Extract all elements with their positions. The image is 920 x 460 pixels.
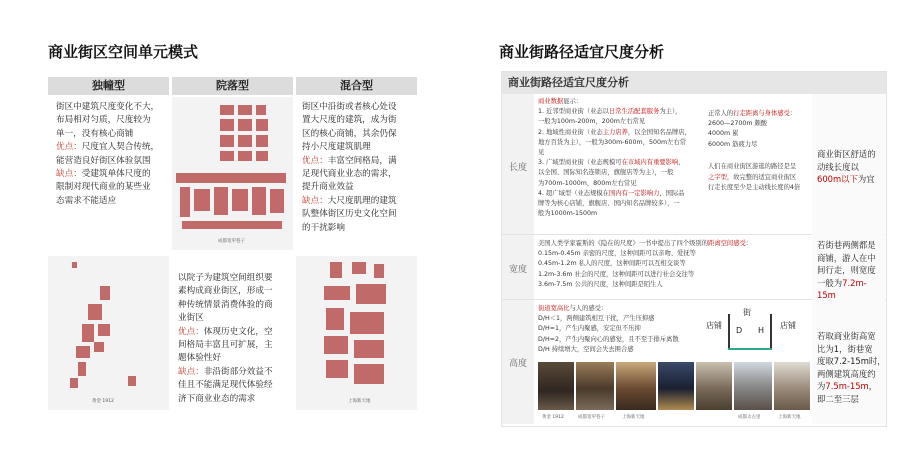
highlight-text: 街道宽高比 xyxy=(538,305,570,312)
text-fragment: 4. 超广域型（业态规模在 xyxy=(538,189,609,197)
col-header-dudong: 独幢型 xyxy=(48,77,169,95)
highlight-text: 行走距离与身体感受 xyxy=(733,110,790,117)
text-fragment: 2. 地域性商业街（业态 xyxy=(538,128,603,136)
diagram-left-wall xyxy=(728,314,730,348)
dudong-desc-1: 街区中建筑尺度变化不大， xyxy=(56,102,160,112)
text-fragment: 为700m-1000m，800m左右常见 xyxy=(538,179,637,187)
panel-title: 商业街路径适宜尺度分析 xyxy=(502,72,886,94)
text-line xyxy=(538,168,708,178)
text-line xyxy=(708,140,812,150)
text-fragment: ， xyxy=(678,159,685,167)
highlight-text: 主力店养 xyxy=(602,128,628,136)
street-photo xyxy=(538,362,574,410)
text-line xyxy=(538,345,708,355)
text-line xyxy=(538,259,808,269)
text-line xyxy=(538,199,708,209)
text-line xyxy=(817,343,885,356)
street-photo xyxy=(774,362,810,410)
text-fragment: 3.6m-7.5m 公共的尺度，这种间距是陌生人 xyxy=(538,280,663,288)
hunhe-pros-3: 提升商业效益 xyxy=(302,182,354,193)
row-label-width: 宽度 xyxy=(508,265,527,275)
hunhe-desc-3: 区的核心商铺，其余仍保 xyxy=(302,128,397,139)
text-fragment: 一般为 xyxy=(817,277,843,288)
text-line xyxy=(538,249,808,259)
text-fragment: 显示： xyxy=(563,98,583,105)
hunhe-desc-2: 置大尺度的建筑，成为街 xyxy=(302,115,397,126)
hunhe-cons-1: 大尺度肌理的建筑 xyxy=(327,195,397,206)
diagram-street-label: 街 xyxy=(743,308,751,317)
text-line xyxy=(708,129,812,139)
yuanluo-desc-3: 种传统情景消费体验的商 xyxy=(178,299,273,310)
dudong-map-caption: 黄金 1912 xyxy=(92,399,114,404)
text-fragment: 见 xyxy=(538,149,545,157)
text-line xyxy=(708,162,812,172)
text-line xyxy=(817,380,885,393)
text-fragment: 度取7.2-15m时， xyxy=(817,356,886,367)
text-fragment: 3. 广域型商业街（业态规模可 xyxy=(538,159,622,167)
dudong-desc-3: 单一，没有核心商铺 xyxy=(56,128,134,139)
left-section-title: 商业街区空间单元模式 xyxy=(48,43,199,61)
diagram-d-label: D xyxy=(736,326,743,335)
right-section-title: 商业街路径适宜尺度分析 xyxy=(499,43,665,61)
highlight-text: 距离空间感受 xyxy=(708,240,746,247)
text-line xyxy=(817,393,885,406)
text-fragment: 正常人的 xyxy=(708,110,734,117)
yuanluo-pros-label: 优点： xyxy=(178,326,204,337)
text-line xyxy=(817,173,885,186)
text-fragment: ： xyxy=(789,110,797,117)
length-notes xyxy=(538,97,708,219)
text-line xyxy=(708,183,812,193)
text-line xyxy=(538,148,708,158)
text-line xyxy=(817,264,885,277)
text-line xyxy=(538,304,708,314)
yuanluo-pros-1: 体现历史文化，空 xyxy=(203,326,273,337)
diagram-right-shop: 店铺 xyxy=(780,321,796,330)
text-fragment: 为主）， xyxy=(659,108,682,116)
text-line xyxy=(538,97,708,107)
text-fragment: ，国际品 xyxy=(659,189,685,197)
highlight-text: 之字型 xyxy=(708,173,727,181)
yuanluo-pros-2: 间格局丰富且可扩展，主 xyxy=(178,340,273,351)
hunhe-cons-2: 队整体街区历史文化空间 xyxy=(302,209,397,220)
highlight-text: 7.2m- xyxy=(842,277,867,288)
text-line xyxy=(538,280,808,290)
text-line xyxy=(538,209,708,219)
photo-caption: 上海新天地 xyxy=(778,415,801,420)
yuanluo-cons-2: 佳且不能满足现代体验经 xyxy=(178,380,273,391)
text-line xyxy=(538,239,808,249)
text-fragment: 为 xyxy=(817,381,826,392)
text-fragment: ， xyxy=(868,381,878,392)
text-fragment: 为宜 xyxy=(857,174,875,185)
text-fragment: 地方百货为主），一般为300m-600m，500m左右常 xyxy=(538,138,687,146)
street-photo xyxy=(616,362,656,410)
diagram-left-shop: 店铺 xyxy=(706,321,722,330)
photo-caption: 成都太古里 xyxy=(738,415,761,420)
street-photo xyxy=(576,362,614,410)
text-fragment: 般为1000m-1500m xyxy=(538,210,598,218)
text-line xyxy=(708,109,812,119)
text-fragment: 1.2m-3.6m 社会的尺度，这种间距可以进行社会交往等 xyxy=(538,270,695,278)
text-fragment: 商业街区舒适的 xyxy=(817,149,876,159)
text-fragment: 比为1，街巷宽 xyxy=(817,343,873,354)
dudong-cons-3: 态需求不能适应 xyxy=(56,195,117,206)
height-notes xyxy=(538,304,708,355)
text-line xyxy=(817,277,885,290)
text-fragment: ，以全国知名品牌店， xyxy=(627,128,691,136)
hunhe-pros-label: 优点： xyxy=(302,155,328,166)
dudong-pros-label: 优点： xyxy=(56,142,82,153)
walking-distance-notes xyxy=(708,109,812,193)
highlight-text: 7.5m-15m xyxy=(825,381,869,392)
text-fragment: 一般为100m-200m，200m左右常见 xyxy=(538,118,646,126)
length-conclusion xyxy=(817,148,885,186)
diagram-ground xyxy=(728,348,772,350)
text-line xyxy=(817,148,885,161)
dudong-figure-ground-map xyxy=(48,256,169,410)
street-photo xyxy=(696,362,732,410)
text-fragment: D/H=1，产生内聚感，安定但不压抑 xyxy=(538,325,641,333)
text-line xyxy=(538,117,708,127)
col-header-yuanluo: 院落型 xyxy=(172,77,293,95)
yuanluo-text xyxy=(178,272,292,406)
street-section-diagram xyxy=(700,304,800,358)
text-line xyxy=(538,270,808,280)
highlight-text: 国内有一定影响力 xyxy=(608,189,660,197)
text-fragment: 两侧建筑高度约 xyxy=(817,368,876,379)
text-fragment: 0.15m-0.45m 亲密的尺度，这种间距可以亲吻、爱抚等 xyxy=(538,250,696,258)
highlight-text: 15m xyxy=(817,290,836,301)
text-line xyxy=(538,138,708,148)
text-fragment: 人们在商业街区游逛的路径是呈 xyxy=(708,163,797,171)
row-label-length: 长度 xyxy=(508,163,527,173)
diagram-right-wall xyxy=(770,314,772,348)
dudong-cons-1: 受建筑单体尺度的 xyxy=(81,169,151,180)
text-line xyxy=(538,158,708,168)
highlight-text: 商业数据 xyxy=(538,98,564,105)
text-line xyxy=(817,330,885,343)
text-line xyxy=(817,355,885,368)
text-line xyxy=(708,173,812,183)
yuanluo-figure-ground-map xyxy=(172,97,293,250)
hunhe-cons-3: 的干扰影响 xyxy=(302,222,345,233)
text-fragment: 4000m 累 xyxy=(708,130,739,138)
text-fragment: 0.45m-1.2m 私人的尺度，这种间距可以互相交谈等 xyxy=(538,260,686,268)
street-photo xyxy=(734,362,772,410)
text-fragment: D/H＜1，两侧建筑相互干扰，产生压抑感 xyxy=(538,315,655,323)
yuanluo-pros-3: 题体验性好 xyxy=(178,353,221,364)
text-fragment: 动线长度以 xyxy=(817,161,859,172)
highlight-text: 日常生活配套服务 xyxy=(608,108,660,116)
text-line xyxy=(538,128,708,138)
hunhe-figure-ground-map xyxy=(296,256,417,410)
text-fragment: 商铺，游人在中 xyxy=(817,252,876,263)
col-header-hunhe: 混合型 xyxy=(296,77,417,95)
dudong-pros-2: 能营造良好街区体验氛围 xyxy=(56,155,151,166)
photo-caption: 上海新天地 xyxy=(622,415,645,420)
yuanluo-desc-2: 素构成商业街区，形成一 xyxy=(178,286,273,297)
photo-caption: 黄金 1912 xyxy=(542,415,564,420)
text-fragment: 间行走，则宽度 xyxy=(817,265,876,276)
dudong-pros-1: 尺度宜人契合传统， xyxy=(81,142,160,153)
text-line xyxy=(538,335,708,345)
text-fragment: ，故完整的适宜商业街区 xyxy=(726,173,797,181)
width-conclusion xyxy=(817,239,885,302)
street-photo xyxy=(658,362,694,410)
hunhe-desc-4: 持小尺度建筑肌理 xyxy=(302,142,371,153)
dudong-desc-2: 布局相对匀质，尺度较为 xyxy=(56,115,151,126)
dudong-cons-2: 限制对现代商业的某些业 xyxy=(56,182,151,193)
text-fragment: 与人的感受： xyxy=(569,305,608,312)
text-fragment: ： xyxy=(745,240,753,247)
highlight-text: 在市域内有重要影响 xyxy=(621,159,679,167)
row-label-height: 高度 xyxy=(508,359,527,369)
text-fragment: 若街巷两侧都是 xyxy=(817,240,876,250)
hunhe-cons-label: 缺点： xyxy=(302,195,328,206)
text-line xyxy=(817,161,885,174)
hunhe-map-caption: 上海新天地 xyxy=(348,399,371,404)
text-fragment: 1. 近邻型商业街（业态以 xyxy=(538,108,609,116)
height-conclusion xyxy=(817,330,885,406)
dudong-cons-label: 缺点： xyxy=(56,169,82,180)
photo-caption: 成都宽窄巷子 xyxy=(578,415,605,420)
hunhe-desc-1: 街区中沿街或者核心处设 xyxy=(302,102,397,112)
hunhe-pros-1: 丰富空间格局，满 xyxy=(327,155,397,166)
text-fragment: 6000m 筋疲力尽 xyxy=(708,140,758,148)
width-notes xyxy=(538,239,808,290)
yuanluo-cons-3: 济下商业业态的需求 xyxy=(178,393,256,404)
text-fragment: 牌等为核心店铺，旗舰店、国内知名品牌较多），一 xyxy=(538,200,680,208)
text-fragment: 行走长度至少是主动线长度的4倍 xyxy=(708,183,801,191)
highlight-text: 600m以下 xyxy=(817,174,858,185)
text-line xyxy=(817,289,885,302)
yuanluo-map-caption: 成都宽窄巷子 xyxy=(218,239,245,244)
text-line xyxy=(538,179,708,189)
text-line xyxy=(538,107,708,117)
text-fragment: 美国人类学家霍斯的《隐在的尺度》一书中提出了四个级别的 xyxy=(538,240,709,247)
text-fragment: D/H 持续增大，空间会失去围合感 xyxy=(538,345,634,353)
yuanluo-desc-4: 业街区 xyxy=(178,313,204,324)
text-fragment: 即二至三层 xyxy=(817,393,859,404)
dudong-text xyxy=(56,101,168,208)
text-fragment: D/H=2，产生内聚向心的感觉，且不至于排斥离散 xyxy=(538,335,679,343)
text-fragment: 以全国、国际知名连锁店，旗舰店等为主），一般 xyxy=(538,169,674,177)
text-line xyxy=(708,119,812,129)
text-fragment: 若取商业街高宽 xyxy=(817,331,876,341)
yuanluo-desc-1: 以院子为建筑空间组织要 xyxy=(178,273,273,283)
yuanluo-cons-label: 缺点： xyxy=(178,366,204,377)
text-line xyxy=(817,252,885,265)
hunhe-pros-2: 足现代商业业态的需求， xyxy=(302,169,397,180)
street-photo-strip xyxy=(538,362,810,424)
yuanluo-cons-1: 非沿街部分效益不 xyxy=(203,366,273,377)
text-line xyxy=(817,239,885,252)
text-line xyxy=(817,368,885,381)
text-line xyxy=(538,314,708,324)
hunhe-text xyxy=(302,101,416,235)
text-fragment: 2600—2700m 颇酸 xyxy=(708,120,768,128)
diagram-h-label: H xyxy=(758,326,765,335)
text-line xyxy=(538,324,708,334)
text-line xyxy=(538,189,708,199)
